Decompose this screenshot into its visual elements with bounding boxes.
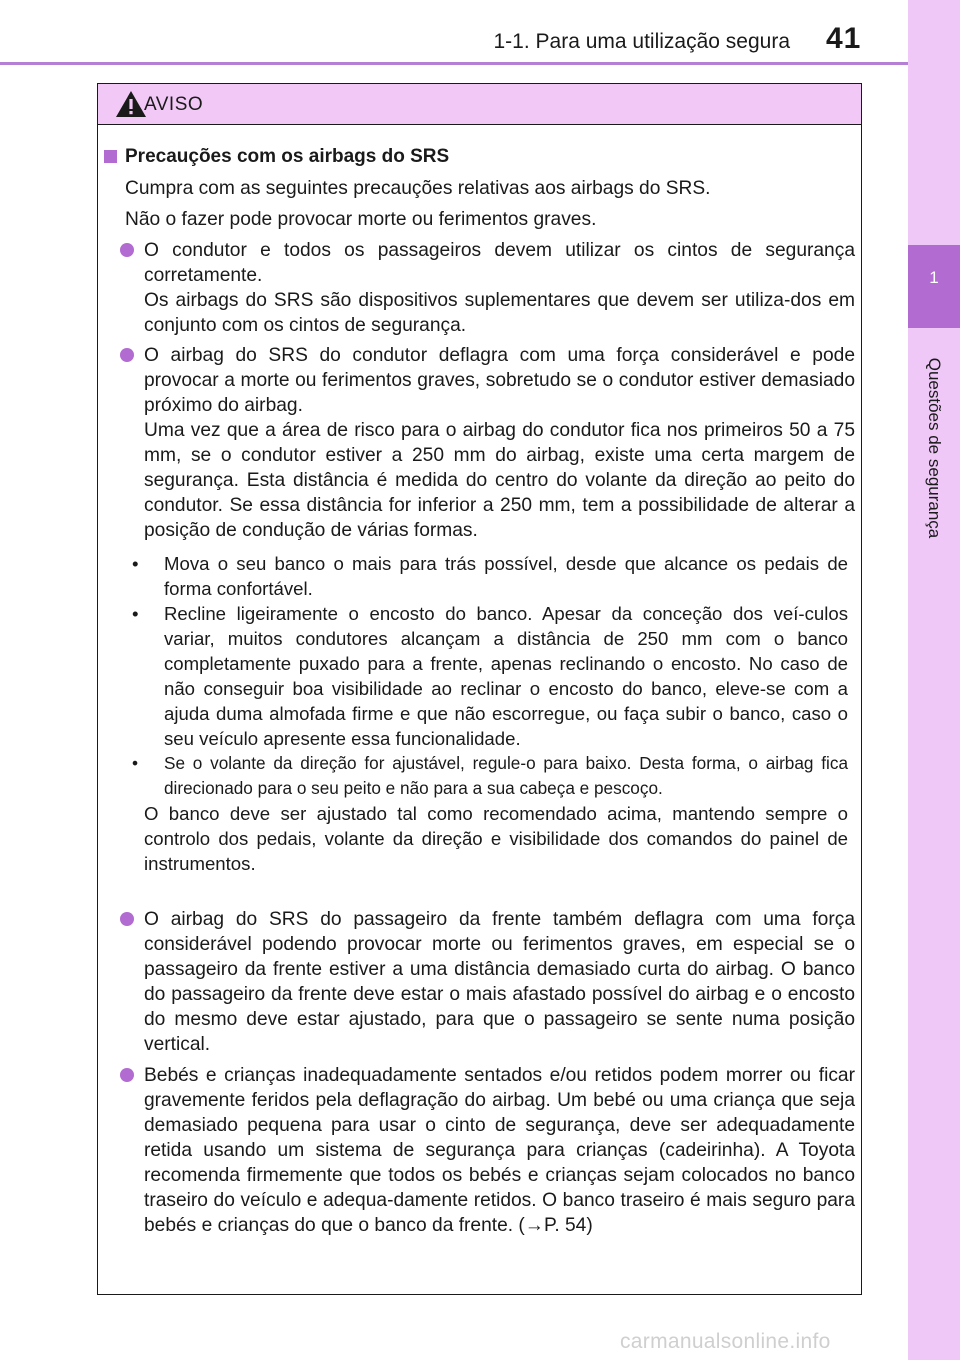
chapter-side-tab[interactable] xyxy=(908,0,960,1360)
bullet-text: O airbag do SRS do passageiro da frente também deflagra com uma força considerável podendo provocar morte ou ferimentos graves, em especial se o passageiro da frente estiver a uma distância demasiado curta do airbag. O banco do passageiro da frente deve estar o mais afastado possível do airbag e o encosto do mesmo deve estar ajustado, para que o passageiro se sente numa posição vertical. xyxy=(144,909,855,1055)
sub-item-text: Recline ligeiramente o encosto do banco. Apesar da conceção dos veí-culos variar, muitos condutores alcançam a distância de 250 mm com o banco completamente puxado para a frente, apenas reclinando o encosto. No caso de não conseguir boa visibilidade ao reclinar o encosto do banco, eleve-se com a ajuda duma almofada firme e que não escorregue, ou faça subir o banco, caso o seu veículo apresente essa funcionalidade. xyxy=(164,603,848,749)
bullet-item xyxy=(108,343,855,543)
bullet-item xyxy=(108,238,855,338)
section-title: 1-1. Para uma utilização segura xyxy=(493,30,790,53)
heading-text: Precauções com os airbags do SRS xyxy=(125,146,450,167)
sub-item-text: Se o volante da direção for ajustável, regule-o para baixo. Desta forma, o airbag fica direcionado para o seu peito e não para a sua cabeça e pescoço. xyxy=(164,753,848,798)
bullet-item xyxy=(108,1063,855,1238)
sub-list-conclusion: O banco deve ser ajustado tal como recomendado acima, mantendo sempre o controlo dos pedais, volante da direção e visibilidade dos comandos do painel de instrumentos. xyxy=(144,803,848,874)
chapter-number: 1 xyxy=(929,268,939,287)
warning-title: AVISO xyxy=(144,94,204,115)
sub-list-item xyxy=(124,551,848,601)
chapter-label: Questões de segurança xyxy=(925,357,944,539)
intro-line: Não o fazer pode provocar morte ou ferimentos graves. xyxy=(125,209,597,230)
bullet-text: O airbag do SRS do condutor deflagra com uma força considerável e pode provocar a morte ou ferimentos graves, sobretudo se o condutor estiver demasiado próximo do airbag. Uma vez que a área de risco para o airbag do condutor fica nos primeiros 50 a 75 mm, se o condutor estiver a 250 mm do airbag, existe uma certa margem de segurança. Esta distância é medida do centro do volante da direção ao peito do condutor. Se essa distância for inferior a 250 mm, tem a possibilidade de alterar a posição de condução de várias formas. xyxy=(144,345,855,541)
sub-item-text: Mova o seu banco o mais para trás possível, desde que alcance os pedais de forma confortável. xyxy=(164,553,848,599)
bullet-item xyxy=(108,907,855,1057)
sub-list-item xyxy=(124,601,848,751)
warning-triangle-icon xyxy=(115,90,147,118)
bullet-dot-icon xyxy=(120,912,134,926)
heading-square-icon xyxy=(104,150,117,163)
watermark: carmanualsonline.info xyxy=(620,1330,831,1353)
bullet-dot-icon xyxy=(120,243,134,257)
bullet-dot-icon xyxy=(120,348,134,362)
warning-heading xyxy=(104,144,449,169)
header-rule xyxy=(0,62,908,65)
sub-bullet-glyph: • xyxy=(132,603,139,624)
sub-list-item xyxy=(124,751,848,801)
warning-header xyxy=(98,84,861,125)
bullet-dot-icon xyxy=(120,1068,134,1082)
sub-bullet-glyph: • xyxy=(132,553,139,574)
sub-list xyxy=(124,551,848,876)
bullet-text: Bebés e crianças inadequadamente sentados e/ou retidos podem morrer ou ficar gravemente feridos pela deflagração do airbag. Um bebé ou uma criança que seja demasiado pequena para usar o cinto de segurança, deve ser adequadamente retida usando um sistema de segurança para crianças (cadeirinha). A Toyota recomenda firmemente que todos os bebés e crianças sejam colocados no banco traseiro do veículo e adequa-damente retidos. O banco traseiro é mais seguro para bebés e crianças do que o banco da frente. (→P. 54) xyxy=(144,1065,855,1236)
sub-bullet-glyph: • xyxy=(132,753,139,773)
warning-box xyxy=(97,83,862,1295)
page-number: 41 xyxy=(826,22,862,55)
intro-line: Cumpra com as seguintes precauções relativas aos airbags do SRS. xyxy=(125,178,711,199)
bullet-text: O condutor e todos os passageiros devem utilizar os cintos de segurança corretamente. Os airbags do SRS são dispositivos suplementares que devem ser utiliza-dos em conjunto com os cintos de segurança. xyxy=(144,240,855,336)
